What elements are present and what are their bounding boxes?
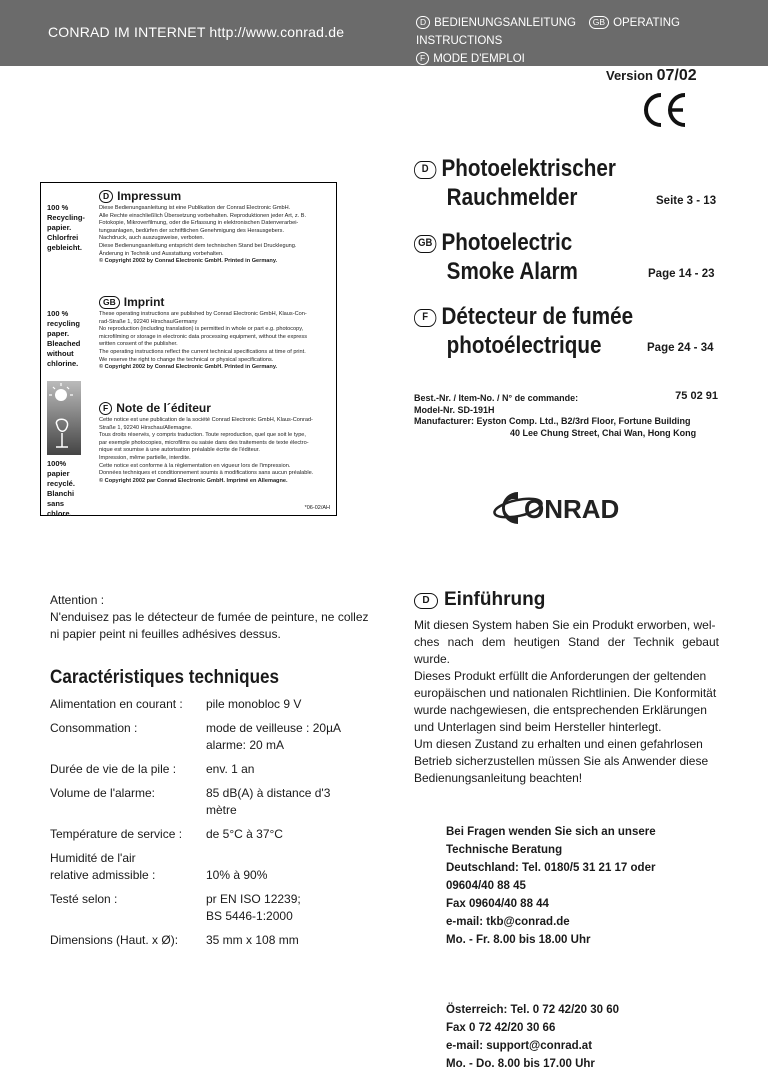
imprint-en-copyright xyxy=(99,364,333,372)
lang-de-badge: D xyxy=(416,16,430,29)
spec-value: env. 1 an xyxy=(206,762,255,776)
spec-value: mode de veilleuse : 20µA alarme: 20 mA xyxy=(206,721,341,752)
document-code: *06-02/AH xyxy=(304,505,330,511)
impressum-de-title-text: Impressum xyxy=(117,189,182,203)
spec-key: Température de service : xyxy=(50,827,183,841)
spec-value: pr EN ISO 12239; BS 5446-1:2000 xyxy=(206,892,301,923)
title-fr-line1 xyxy=(414,302,633,331)
imprint-en xyxy=(99,295,333,372)
intro-badge: D xyxy=(414,593,438,609)
attention-title: Attention : xyxy=(50,593,105,607)
model-number: Model-Nr. SD-191H xyxy=(414,404,495,415)
note-fr-copyright xyxy=(99,478,333,486)
note-fr-title xyxy=(99,401,333,415)
conrad-website: CONRAD IM INTERNET http://www.conrad.de xyxy=(48,24,345,40)
spec-row xyxy=(50,932,370,949)
imprint-en-text: These operating instructions are published by Conrad Electronic GmbH, Klaus-Con- rad-Straße 1, 92240 Hirschau/Germany No reproduction (including translation) is permitted in whole or part e.g. photocopy, microfilming or storage in electronic data processing equipment, without the express written consent of the publisher. The operating instructions reflect the current technical specifications at time of print. We reserve the right to change the technical or physical specifications. xyxy=(99,311,308,363)
lang-gb-badge: GB xyxy=(589,16,609,29)
version-label xyxy=(606,67,697,85)
recycling-sun-icon xyxy=(47,381,81,455)
note-editeur-fr xyxy=(99,401,333,485)
impressum-de xyxy=(99,189,333,266)
spec-row xyxy=(50,761,370,778)
contact-austria: Österreich: Tel. 0 72 42/20 30 60 Fax 0 72 42/20 30 66 e-mail: support@conrad.at Mo. - Do. 8.00 bis 17.00 Uhr xyxy=(446,1004,620,1070)
spec-row xyxy=(50,785,370,819)
header-bar xyxy=(0,0,768,66)
conrad-logo xyxy=(492,486,642,530)
spec-key: Humidité de l'air relative admissible : xyxy=(50,851,156,882)
contact-block xyxy=(414,805,719,1091)
order-label-item: Item-No. xyxy=(458,393,495,403)
title-de-line2: Rauchmelder xyxy=(446,184,578,211)
language-line-2 xyxy=(416,50,768,68)
spec-key: Testé selon : xyxy=(50,892,118,906)
spec-key: Durée de vie de la pile : xyxy=(50,762,177,776)
title-fr-pages: Page 24 - 34 xyxy=(647,342,714,354)
imprint-en-title xyxy=(99,295,333,309)
specs-table xyxy=(50,696,370,949)
recycling-note-en: 100 % recycling paper. Bleached without chlorine. xyxy=(47,309,81,368)
version-number: 07/02 xyxy=(656,67,697,84)
order-info xyxy=(414,390,718,439)
contact-gap xyxy=(446,967,719,983)
imprint-en-copyright-text: © Copyright 2002 by Conrad Electronic GmbH. Printed in Germany. xyxy=(99,364,278,371)
title-gb-line1 xyxy=(414,228,578,257)
title-gb xyxy=(414,228,605,286)
recycling-note-fr: 100% papier recyclé. Blanchi sans chlore. xyxy=(47,459,75,518)
title-fr-badge: F xyxy=(414,309,436,327)
note-fr-badge: F xyxy=(99,402,112,415)
lang-f-badge: F xyxy=(416,52,429,65)
impressum-de-copyright xyxy=(99,258,333,266)
contact-germany: Bei Fragen wenden Sie sich an unsere Technische Beratung Deutschland: Tel. 0180/5 31 21 17 oder 09604/40 88 45 Fax 09604/40 88 44 e-mail: tkb@conrad.de Mo. - Fr. 8.00 bis 18.00 Uhr xyxy=(446,826,656,946)
impressum-box xyxy=(40,182,337,516)
ce-mark-icon xyxy=(641,91,689,129)
manufacturer-address: 40 Lee Chung Street, Chai Wan, Hong Kong xyxy=(510,427,697,438)
spec-key: Alimentation en courant : xyxy=(50,697,183,711)
spec-row xyxy=(50,826,370,843)
spec-value: 10% à 90% xyxy=(206,868,268,882)
manufacturer: Manufacturer: Eyston Comp. Ltd., B2/3rd Floor, Fortune Building xyxy=(414,416,691,426)
spec-value: 85 dB(A) à distance d'3 mètre xyxy=(206,786,331,817)
title-de-line1 xyxy=(414,154,616,183)
title-fr-line2: photoélectrique xyxy=(446,332,602,359)
order-label-prefix: Best.-Nr. / xyxy=(414,393,459,403)
title-fr xyxy=(414,302,669,360)
title-de-badge: D xyxy=(414,161,436,179)
spec-row xyxy=(50,720,370,754)
spec-value: 35 mm x 108 mm xyxy=(206,933,299,947)
title-gb-line1-text: Photoelectric xyxy=(441,229,573,256)
intro-text: Mit diesen System haben Sie ein Produkt erworben, wel- ches nach dem heutigen Stand der Technik gebaut wurde. Dieses Produkt erfüllt die Anforderungen der geltenden europäischen und nationalen Richtlinien. Die Konformität wurde nachgewiesen, die entsprechenden Erklärungen und Unterlagen sind beim Hersteller hinterlegt. Um diesen Zustand zu erhalten und einen gefahrlosen Betrieb sicherzustellen müssen Sie als Anwender diese Bedienungsanleitung beachten! xyxy=(414,618,719,785)
spec-key: Volume de l'alarme: xyxy=(50,786,156,800)
spec-key: Dimensions (Haut. x Ø): xyxy=(50,933,179,947)
spec-row xyxy=(50,850,370,884)
lang-f-label: MODE D'EMPLOI xyxy=(433,53,525,65)
language-line-1 xyxy=(416,14,768,50)
german-section xyxy=(414,591,719,1091)
imprint-en-badge: GB xyxy=(99,296,120,309)
intro-heading-text: Einführung xyxy=(444,589,546,610)
attention-text: N'enduisez pas le détecteur de fumée de peinture, ne collez ni papier peint ni feuilles adhésives dessus. xyxy=(50,610,369,641)
note-fr-text: Cette notice est une publication de la société Conrad Electronic GmbH, Klaus-Conrad- Straße 1, 92240 Hirschau/Allemagne. Tous droits réservés, y compris traduction. Toute reproduction, quel que soit le type, par exemple photocopies, microfilms ou saisie dans des traitements de texte électro- nique est soumise à une autorisation préalable écrite de l'éditeur. Impression, même partielle, interdite. Cette notice est conforme à la règlementation en vigueur lors de l'impression. Données techniques et conditionnement soumis à modifications sans aucun préalable. xyxy=(99,417,314,477)
title-gb-badge: GB xyxy=(414,235,436,253)
title-de-pages: Seite 3 - 13 xyxy=(656,195,717,207)
impressum-de-badge: D xyxy=(99,190,113,203)
impressum-de-title xyxy=(99,189,333,203)
impressum-de-text: Diese Bedienungsanleitung ist eine Publikation der Conrad Electronic GmbH. Alle Rechte einschließlich Übersetzung vorbehalten. Reproduktionen jeder Art, z. B. Fotokopie, Mikroverfilmung, oder die Erfassung in elektronischen Datenverarbei- tungsanlagen, bedürfen der schriftlichen Genehmigung des Herausgebers. Nachdruck, auch auszugsweise, verboten. Diese Bedienungsanleitung entspricht dem technischen Stand bei Drucklegung. Änderung in Technik und Ausstattung vorbehalten. xyxy=(99,205,307,257)
intro-heading xyxy=(414,591,719,609)
spec-row xyxy=(50,696,370,713)
spec-key: Consommation : xyxy=(50,721,138,735)
french-section xyxy=(50,592,370,956)
title-de xyxy=(414,154,649,212)
recycling-note-de: 100 % Recycling- papier. Chlorfrei gebleicht. xyxy=(47,203,85,252)
spec-row xyxy=(50,891,370,925)
title-gb-line2: Smoke Alarm xyxy=(446,258,578,285)
lang-de-label: BEDIENUNGSANLEITUNG xyxy=(434,17,576,29)
title-fr-line1-text: Détecteur de fumée xyxy=(441,303,634,330)
title-de-line1-text: Photoelektrischer xyxy=(441,155,616,182)
spec-value: de 5°C à 37°C xyxy=(206,827,283,841)
order-label-suffix: / N° de commande: xyxy=(494,393,579,403)
imprint-en-title-text: Imprint xyxy=(123,295,165,309)
order-number: 75 02 91 xyxy=(675,390,718,402)
title-gb-pages: Page 14 - 23 xyxy=(648,268,715,280)
order-number-label xyxy=(414,390,718,405)
version-text: Version xyxy=(606,68,653,83)
spec-value: pile monobloc 9 V xyxy=(206,697,302,711)
specs-heading: Caractéristiques techniques xyxy=(50,667,280,688)
language-list xyxy=(416,14,768,68)
note-fr-title-text: Note de l´éditeur xyxy=(116,401,211,415)
impressum-de-copyright-text: © Copyright 2002 by Conrad Electronic GmbH. Printed in Germany. xyxy=(99,258,278,265)
note-fr-copyright-text: © Copyright 2002 par Conrad Electronic GmbH. Imprimé en Allemagne. xyxy=(99,477,288,484)
conrad-logo-text: ONRAD xyxy=(524,494,620,524)
lang-gb-label: OPERATING INSTRUCTIONS xyxy=(416,17,680,47)
